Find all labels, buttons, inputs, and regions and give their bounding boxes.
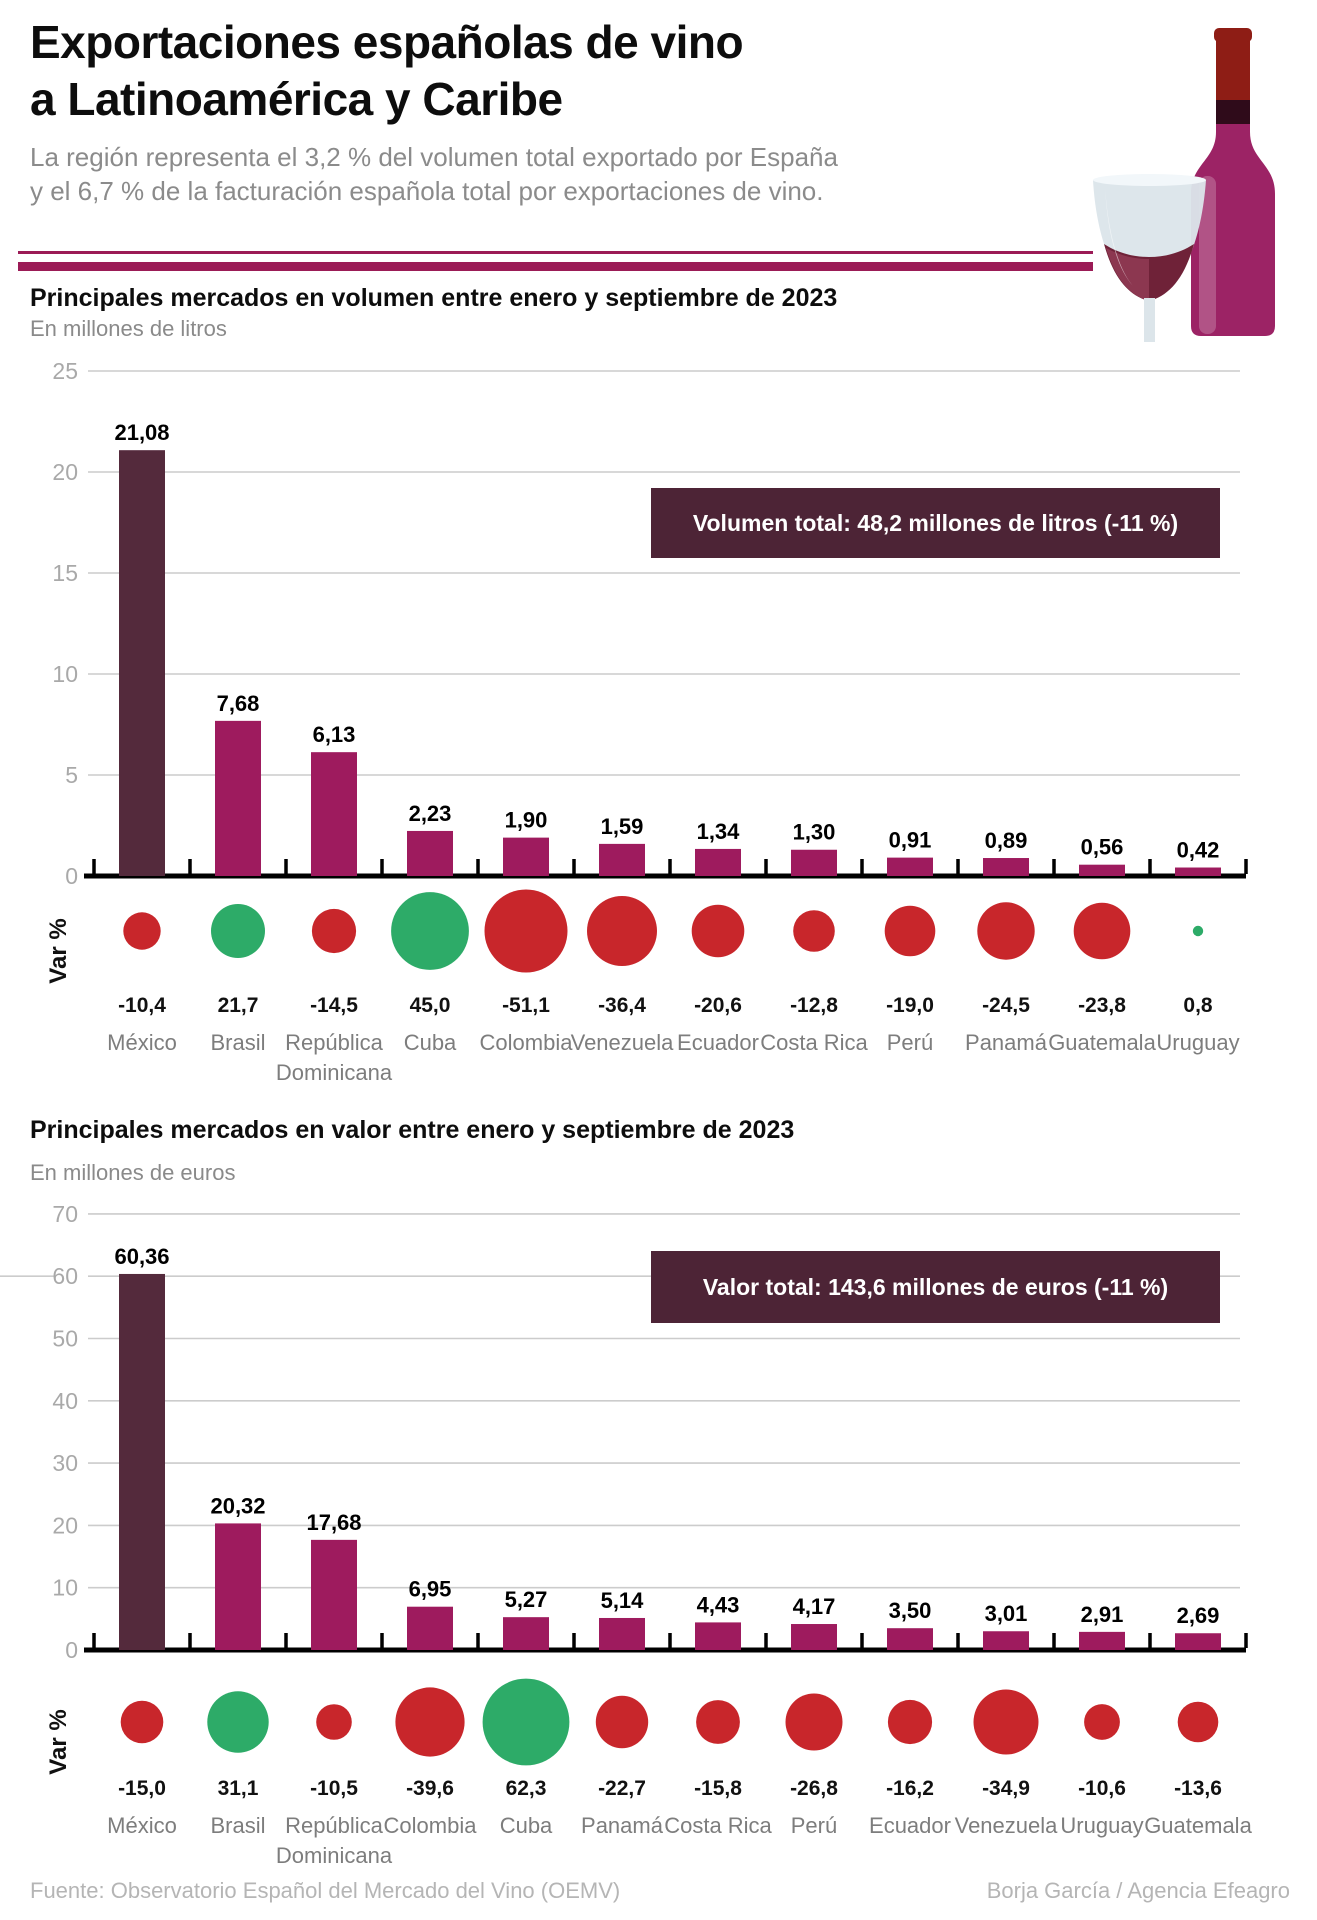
y-axis-label: 20	[52, 459, 78, 485]
var-bubble-Uruguay	[1193, 926, 1203, 936]
var-bubble-Perú	[885, 906, 936, 957]
volume-chart	[0, 340, 1317, 1110]
wine-glass-icon	[1093, 174, 1206, 342]
bar-value-label: 1,30	[792, 819, 836, 845]
bar-value-label: 5,27	[504, 1587, 548, 1613]
y-axis-label: 0	[65, 1637, 78, 1663]
var-bubble-Costa Rica	[696, 1700, 740, 1744]
bar-value-label: 2,91	[1080, 1601, 1124, 1627]
bar-value-label: 3,01	[984, 1601, 1028, 1627]
bar-value-label: 60,36	[114, 1243, 170, 1269]
var-bubble-Brasil	[211, 904, 265, 958]
category-label: Dominicana	[275, 1843, 393, 1868]
category-label: Perú	[886, 1030, 934, 1055]
author-credit: Borja García / Agencia Efeagro	[986, 1878, 1290, 1903]
bar-value-label: 6,13	[312, 722, 356, 748]
total-badge-label: Volumen total: 48,2 millones de litros (-11 %)	[692, 510, 1179, 536]
category-label: Colombia	[479, 1030, 573, 1055]
var-value-label: -10,5	[310, 1777, 358, 1800]
category-label: República	[285, 1813, 383, 1838]
bar-value-label: 1,34	[696, 818, 740, 844]
category-label: Venezuela	[570, 1030, 674, 1055]
bar-value-label: 2,69	[1176, 1603, 1220, 1629]
bar-Venezuela	[599, 844, 645, 876]
category-label: Uruguay	[1060, 1813, 1144, 1838]
page-title-line1: Exportaciones españolas de vino	[30, 16, 744, 68]
y-axis-label: 20	[52, 1512, 78, 1539]
category-label: Guatemala	[1048, 1030, 1156, 1055]
var-value-label: -34,9	[982, 1777, 1030, 1800]
page-subtitle-line2: y el 6,7 % de la facturación española total por exportaciones de vino.	[30, 176, 824, 206]
var-value-label: 62,3	[505, 1777, 547, 1800]
bar-value-label: 0,42	[1176, 837, 1220, 863]
bar-Costa Rica	[695, 1622, 741, 1650]
category-label: Uruguay	[1156, 1030, 1240, 1055]
bar-value-label: 4,43	[696, 1592, 740, 1618]
category-label: Ecuador	[677, 1030, 759, 1055]
category-label: Panamá	[965, 1030, 1047, 1055]
var-value-label: -13,6	[1174, 1777, 1222, 1800]
page-subtitle	[30, 140, 838, 208]
bar-value-label: 2,23	[408, 800, 452, 826]
bar-value-label: 0,91	[888, 827, 932, 853]
var-bubble-Venezuela	[974, 1690, 1039, 1755]
bar-Uruguay	[1079, 1632, 1125, 1650]
var-bubble-República Dominicana	[312, 909, 356, 953]
bar-value-label: 6,95	[408, 1576, 452, 1602]
var-bubble-Guatemala	[1178, 1702, 1219, 1743]
var-value-label: -19,0	[886, 994, 934, 1017]
var-value-label: -24,5	[982, 994, 1030, 1017]
bar-Uruguay	[1175, 868, 1221, 876]
bar-value-label: 17,68	[306, 1509, 362, 1535]
bar-value-label: 3,50	[888, 1598, 932, 1624]
bar-Brasil	[215, 1523, 261, 1650]
bar-value-label: 0,89	[984, 828, 1028, 854]
chart2-title: Principales mercados en valor entre enero y septiembre de 2023	[30, 1116, 795, 1144]
var-bubble-Brasil	[207, 1691, 268, 1752]
bar-Venezuela	[983, 1631, 1029, 1650]
var-value-label: -15,0	[118, 1777, 166, 1800]
bar-value-label: 20,32	[210, 1493, 266, 1519]
divider-line-thick	[18, 262, 1093, 271]
var-value-label: -10,6	[1078, 1777, 1126, 1800]
var-value-label: -20,6	[694, 994, 742, 1017]
var-bubble-República Dominicana	[316, 1704, 352, 1740]
wine-illustration	[1075, 8, 1317, 342]
bar-México	[119, 1274, 165, 1650]
var-bubble-Cuba	[483, 1679, 570, 1766]
var-value-label: 0,8	[1183, 994, 1213, 1017]
bar-Ecuador	[695, 849, 741, 876]
bar-Cuba	[407, 831, 453, 876]
var-value-label: -16,2	[886, 1777, 934, 1800]
bar-Costa Rica	[791, 850, 837, 876]
category-label: Brasil	[210, 1030, 266, 1055]
chart1-title: Principales mercados en volumen entre enero y septiembre de 2023	[30, 284, 838, 312]
page-title	[30, 14, 743, 128]
value-chart	[0, 1180, 1317, 1880]
category-label: Panamá	[581, 1813, 663, 1838]
bar-Panamá	[983, 858, 1029, 876]
y-axis-label: 25	[52, 358, 78, 384]
bar-value-label: 5,14	[600, 1587, 644, 1613]
bar-República Dominicana	[311, 752, 357, 876]
var-value-label: 21,7	[217, 994, 259, 1017]
bar-Cuba	[503, 1617, 549, 1650]
var-bubble-Costa Rica	[793, 910, 835, 952]
var-bubble-Panamá	[977, 902, 1034, 959]
y-axis-label: 5	[65, 762, 78, 788]
var-bubble-Uruguay	[1084, 1704, 1120, 1740]
bar-value-label: 7,68	[216, 690, 260, 716]
category-label: Costa Rica	[664, 1813, 772, 1838]
bar-Guatemala	[1079, 865, 1125, 876]
bar-Perú	[887, 858, 933, 876]
y-axis-label: 30	[52, 1450, 78, 1477]
var-value-label: -23,8	[1078, 994, 1126, 1017]
var-value-label: -10,4	[118, 994, 166, 1017]
chart2-units-label: En millones de euros	[30, 1160, 236, 1185]
bar-Colombia	[407, 1607, 453, 1650]
category-label: Brasil	[210, 1813, 266, 1838]
var-bubble-Ecuador	[692, 905, 745, 958]
bar-México	[119, 450, 165, 876]
var-value-label: -15,8	[694, 1777, 742, 1800]
var-bubble-Colombia	[485, 890, 568, 973]
var-value-label: -14,5	[310, 994, 358, 1017]
bar-value-label: 0,56	[1080, 834, 1124, 860]
category-label: Ecuador	[869, 1813, 951, 1838]
category-label: México	[107, 1030, 177, 1055]
var-value-label: -26,8	[790, 1777, 838, 1800]
page-title-line2: a Latinoamérica y Caribe	[30, 73, 563, 125]
var-bubble-Perú	[786, 1694, 843, 1751]
page-subtitle-line1: La región representa el 3,2 % del volumen total exportado por España	[30, 142, 838, 172]
var-axis-label: Var %	[45, 1709, 72, 1775]
bar-value-label: 4,17	[792, 1594, 836, 1620]
var-bubble-Panamá	[596, 1696, 648, 1748]
var-bubble-México	[121, 1701, 164, 1744]
category-label: República	[285, 1030, 383, 1055]
bar-Guatemala	[1175, 1633, 1221, 1650]
var-value-label: 45,0	[409, 994, 451, 1017]
y-axis-label: 50	[52, 1325, 78, 1352]
total-badge-label: Valor total: 143,6 millones de euros (-11 %)	[702, 1274, 1169, 1300]
bar-Ecuador	[887, 1628, 933, 1650]
var-bubble-Venezuela	[587, 896, 657, 966]
y-axis-label: 60	[52, 1263, 78, 1290]
bar-Brasil	[215, 721, 261, 876]
y-axis-label: 10	[52, 661, 78, 687]
var-bubble-Cuba	[391, 892, 469, 970]
var-bubble-Ecuador	[888, 1700, 932, 1744]
var-axis-label: Var %	[45, 918, 72, 984]
bar-Perú	[791, 1624, 837, 1650]
var-bubble-Guatemala	[1074, 903, 1131, 960]
y-axis-label: 70	[52, 1200, 78, 1227]
var-value-label: -22,7	[598, 1777, 646, 1800]
category-label: Costa Rica	[760, 1030, 868, 1055]
var-value-label: -51,1	[502, 994, 550, 1017]
var-value-label: -12,8	[790, 994, 838, 1017]
chart1-units-label: En millones de litros	[30, 316, 227, 341]
bar-value-label: 1,59	[600, 813, 644, 839]
var-bubble-Colombia	[395, 1687, 464, 1756]
var-value-label: 31,1	[217, 1777, 259, 1800]
category-label: Perú	[790, 1813, 838, 1838]
bar-value-label: 21,08	[114, 420, 170, 446]
bar-value-label: 1,90	[504, 807, 548, 833]
category-label: Cuba	[403, 1030, 457, 1055]
y-axis-label: 15	[52, 560, 78, 586]
y-axis-label: 0	[65, 863, 78, 889]
bar-República Dominicana	[311, 1540, 357, 1650]
bar-Colombia	[503, 838, 549, 876]
y-axis-label: 10	[52, 1574, 78, 1601]
bar-Panamá	[599, 1618, 645, 1650]
category-label: Cuba	[499, 1813, 553, 1838]
var-bubble-México	[123, 912, 160, 949]
category-label: Dominicana	[275, 1060, 393, 1085]
category-label: México	[107, 1813, 177, 1838]
category-label: Venezuela	[954, 1813, 1058, 1838]
source-credit: Fuente: Observatorio Español del Mercado del Vino (OEMV)	[30, 1878, 621, 1903]
var-value-label: -39,6	[406, 1777, 454, 1800]
var-value-label: -36,4	[598, 994, 646, 1017]
category-label: Colombia	[383, 1813, 477, 1838]
category-label: Guatemala	[1144, 1813, 1252, 1838]
y-axis-label: 40	[52, 1387, 78, 1414]
divider-line-thin	[18, 251, 1093, 254]
